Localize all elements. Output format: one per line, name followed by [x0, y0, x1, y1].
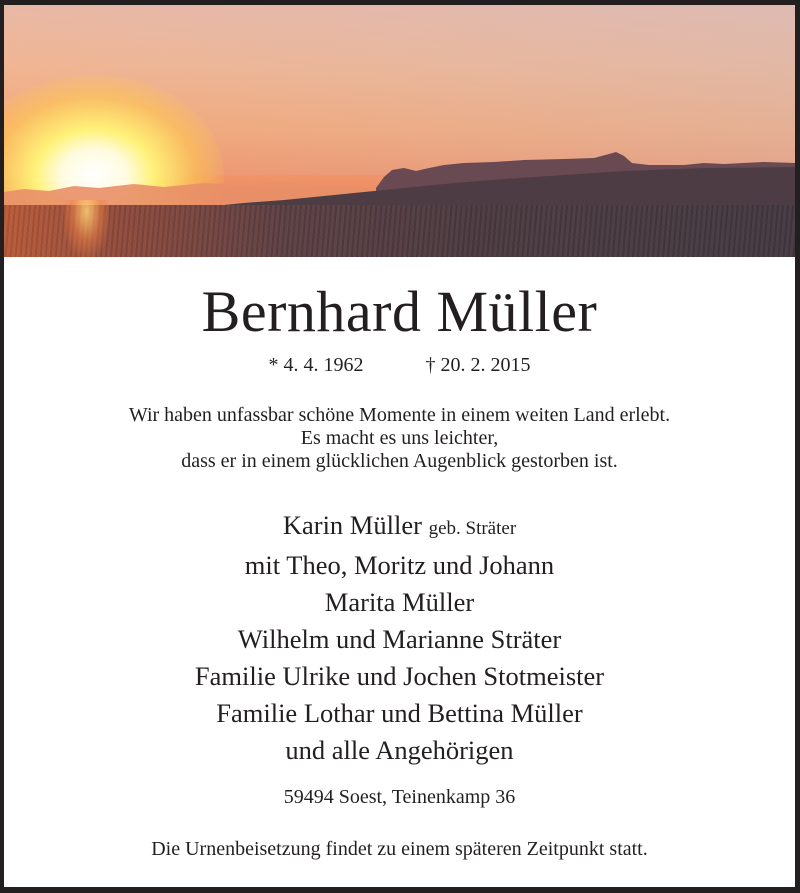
quote-line: Es macht es uns leichter,	[300, 427, 499, 449]
mourner-line: und alle Angehörigen	[285, 735, 514, 765]
mourner-line: mit Theo, Moritz und Johann	[244, 550, 555, 580]
life-dates	[4, 353, 795, 377]
mourner-line: Marita Müller	[324, 587, 475, 617]
obituary-notice	[4, 5, 795, 887]
burial-note: Die Urnenbeisetzung findet zu einem späteren Zeitpunkt statt.	[151, 838, 648, 860]
mourner-line: Wilhelm und Marianne Sträter	[237, 624, 562, 654]
death-date: † 20. 2. 2015	[425, 354, 531, 376]
mourner-line: Familie Lothar und Bettina Müller	[216, 698, 583, 728]
sun-reflection	[64, 200, 109, 257]
mourner-name: Karin Müller	[282, 510, 422, 540]
family-address: 59494 Soest, Teinenkamp 36	[283, 786, 516, 808]
quote-line: Wir haben unfassbar schöne Momente in einem weiten Land erlebt.	[128, 404, 671, 426]
mourners-list	[4, 507, 795, 769]
mourner-line	[4, 507, 795, 547]
memorial-quote	[4, 404, 795, 473]
mourner-line: Familie Ulrike und Jochen Stotmeister	[194, 661, 605, 691]
sunset-landscape-photo	[4, 5, 795, 257]
quote-line: dass er in einem glücklichen Augenblick gestorben ist.	[181, 450, 618, 472]
maiden-name: geb. Sträter	[428, 518, 517, 539]
deceased-name: Bernhard Müller	[201, 279, 598, 344]
birth-date: * 4. 4. 1962	[268, 354, 364, 376]
grass-texture	[4, 205, 795, 257]
